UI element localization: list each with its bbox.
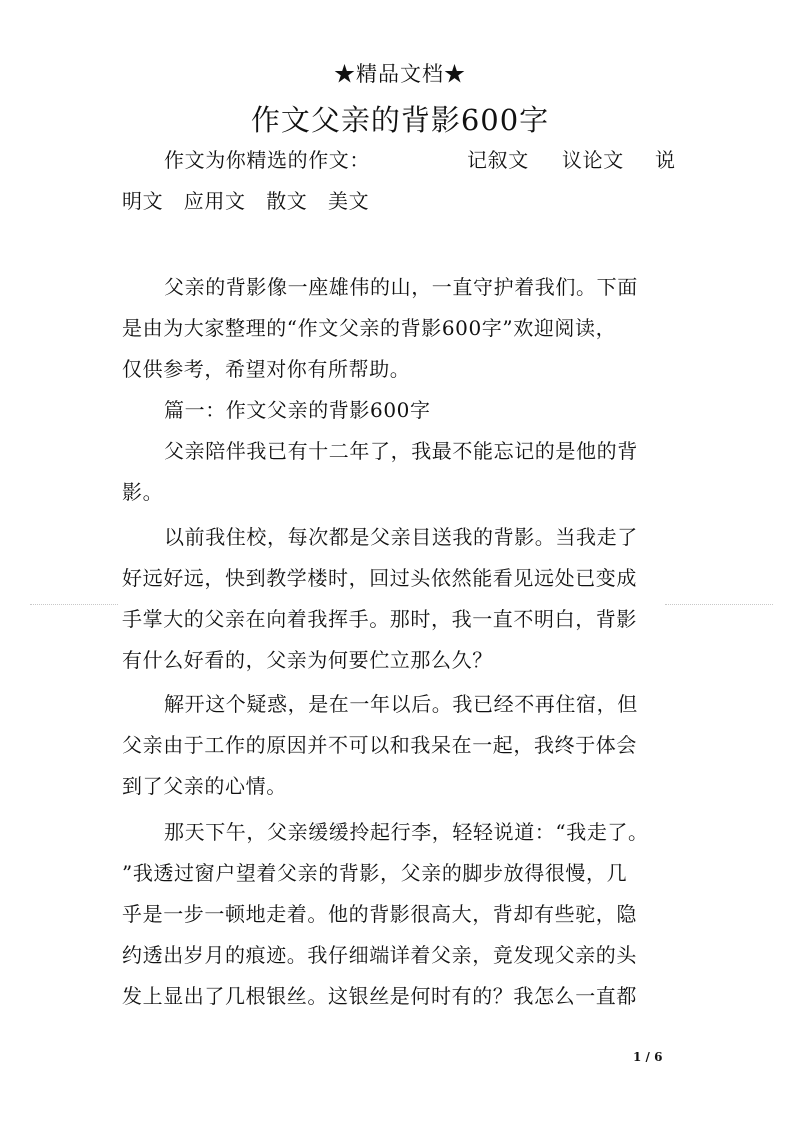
paragraph-line: 解开这个疑惑，是在一年以后。我已经不再住宿，但 bbox=[164, 692, 638, 716]
intro-line-2: 明文 应用文 散文 美文 bbox=[122, 189, 370, 213]
category-argumentative[interactable]: 议论文 bbox=[562, 148, 624, 172]
paragraph-line: 好远好远，快到教学楼时，回过头依然能看见远处已变成 bbox=[122, 566, 637, 590]
paragraph-line: ”我透过窗户望着父亲的背影，父亲的脚步放得很慢，几 bbox=[122, 861, 628, 885]
paragraph-line: 那天下午，父亲缓缓拎起行李，轻轻说道：“我走了。 bbox=[164, 820, 649, 844]
page-break-marker-right bbox=[665, 604, 773, 605]
paragraph-line: 约透出岁月的痕迹。我仔细端详着父亲，竟发现父亲的头 bbox=[122, 943, 637, 967]
section-heading: 篇一：作文父亲的背影600字 bbox=[164, 398, 431, 422]
paragraph-line: 到了父亲的心情。 bbox=[122, 774, 287, 798]
document-title: 作文父亲的背影600字 bbox=[250, 103, 550, 137]
paragraph-line: 以前我住校，每次都是父亲目送我的背影。当我走了 bbox=[164, 525, 638, 549]
intro-prefix: 作文为你精选的作文： bbox=[164, 148, 370, 172]
category-expository-start[interactable]: 说 bbox=[655, 148, 675, 172]
paragraph-line: 仅供参考，希望对你有所帮助。 bbox=[122, 357, 411, 381]
paragraph-line: 父亲陪伴我已有十二年了，我最不能忘记的是他的背 bbox=[164, 439, 638, 463]
paragraph-line: 手掌大的父亲在向着我挥手。那时，我一直不明白，背影 bbox=[122, 607, 637, 631]
document-header: ★精品文档★ bbox=[334, 62, 466, 86]
paragraph-line: 乎是一步一顿地走着。他的背影很高大，背却有些驼，隐 bbox=[122, 902, 637, 926]
page-number: 1 / 6 bbox=[633, 1050, 663, 1064]
paragraph-line: 父亲的背影像一座雄伟的山，一直守护着我们。下面 bbox=[164, 275, 638, 299]
paragraph-line: 发上显出了几根银丝。这银丝是何时有的？我怎么一直都 bbox=[122, 984, 637, 1008]
paragraph-line: 父亲由于工作的原因并不可以和我呆在一起，我终于体会 bbox=[122, 733, 637, 757]
paragraph-line: 影。 bbox=[122, 480, 164, 504]
page-break-marker-left bbox=[30, 604, 118, 605]
paragraph-line: 有什么好看的，父亲为何要伫立那么久？ bbox=[122, 648, 493, 672]
paragraph-line: 是由为大家整理的“作文父亲的背影600字”欢迎阅读， bbox=[122, 316, 617, 340]
category-narrative[interactable]: 记叙文 bbox=[467, 148, 529, 172]
